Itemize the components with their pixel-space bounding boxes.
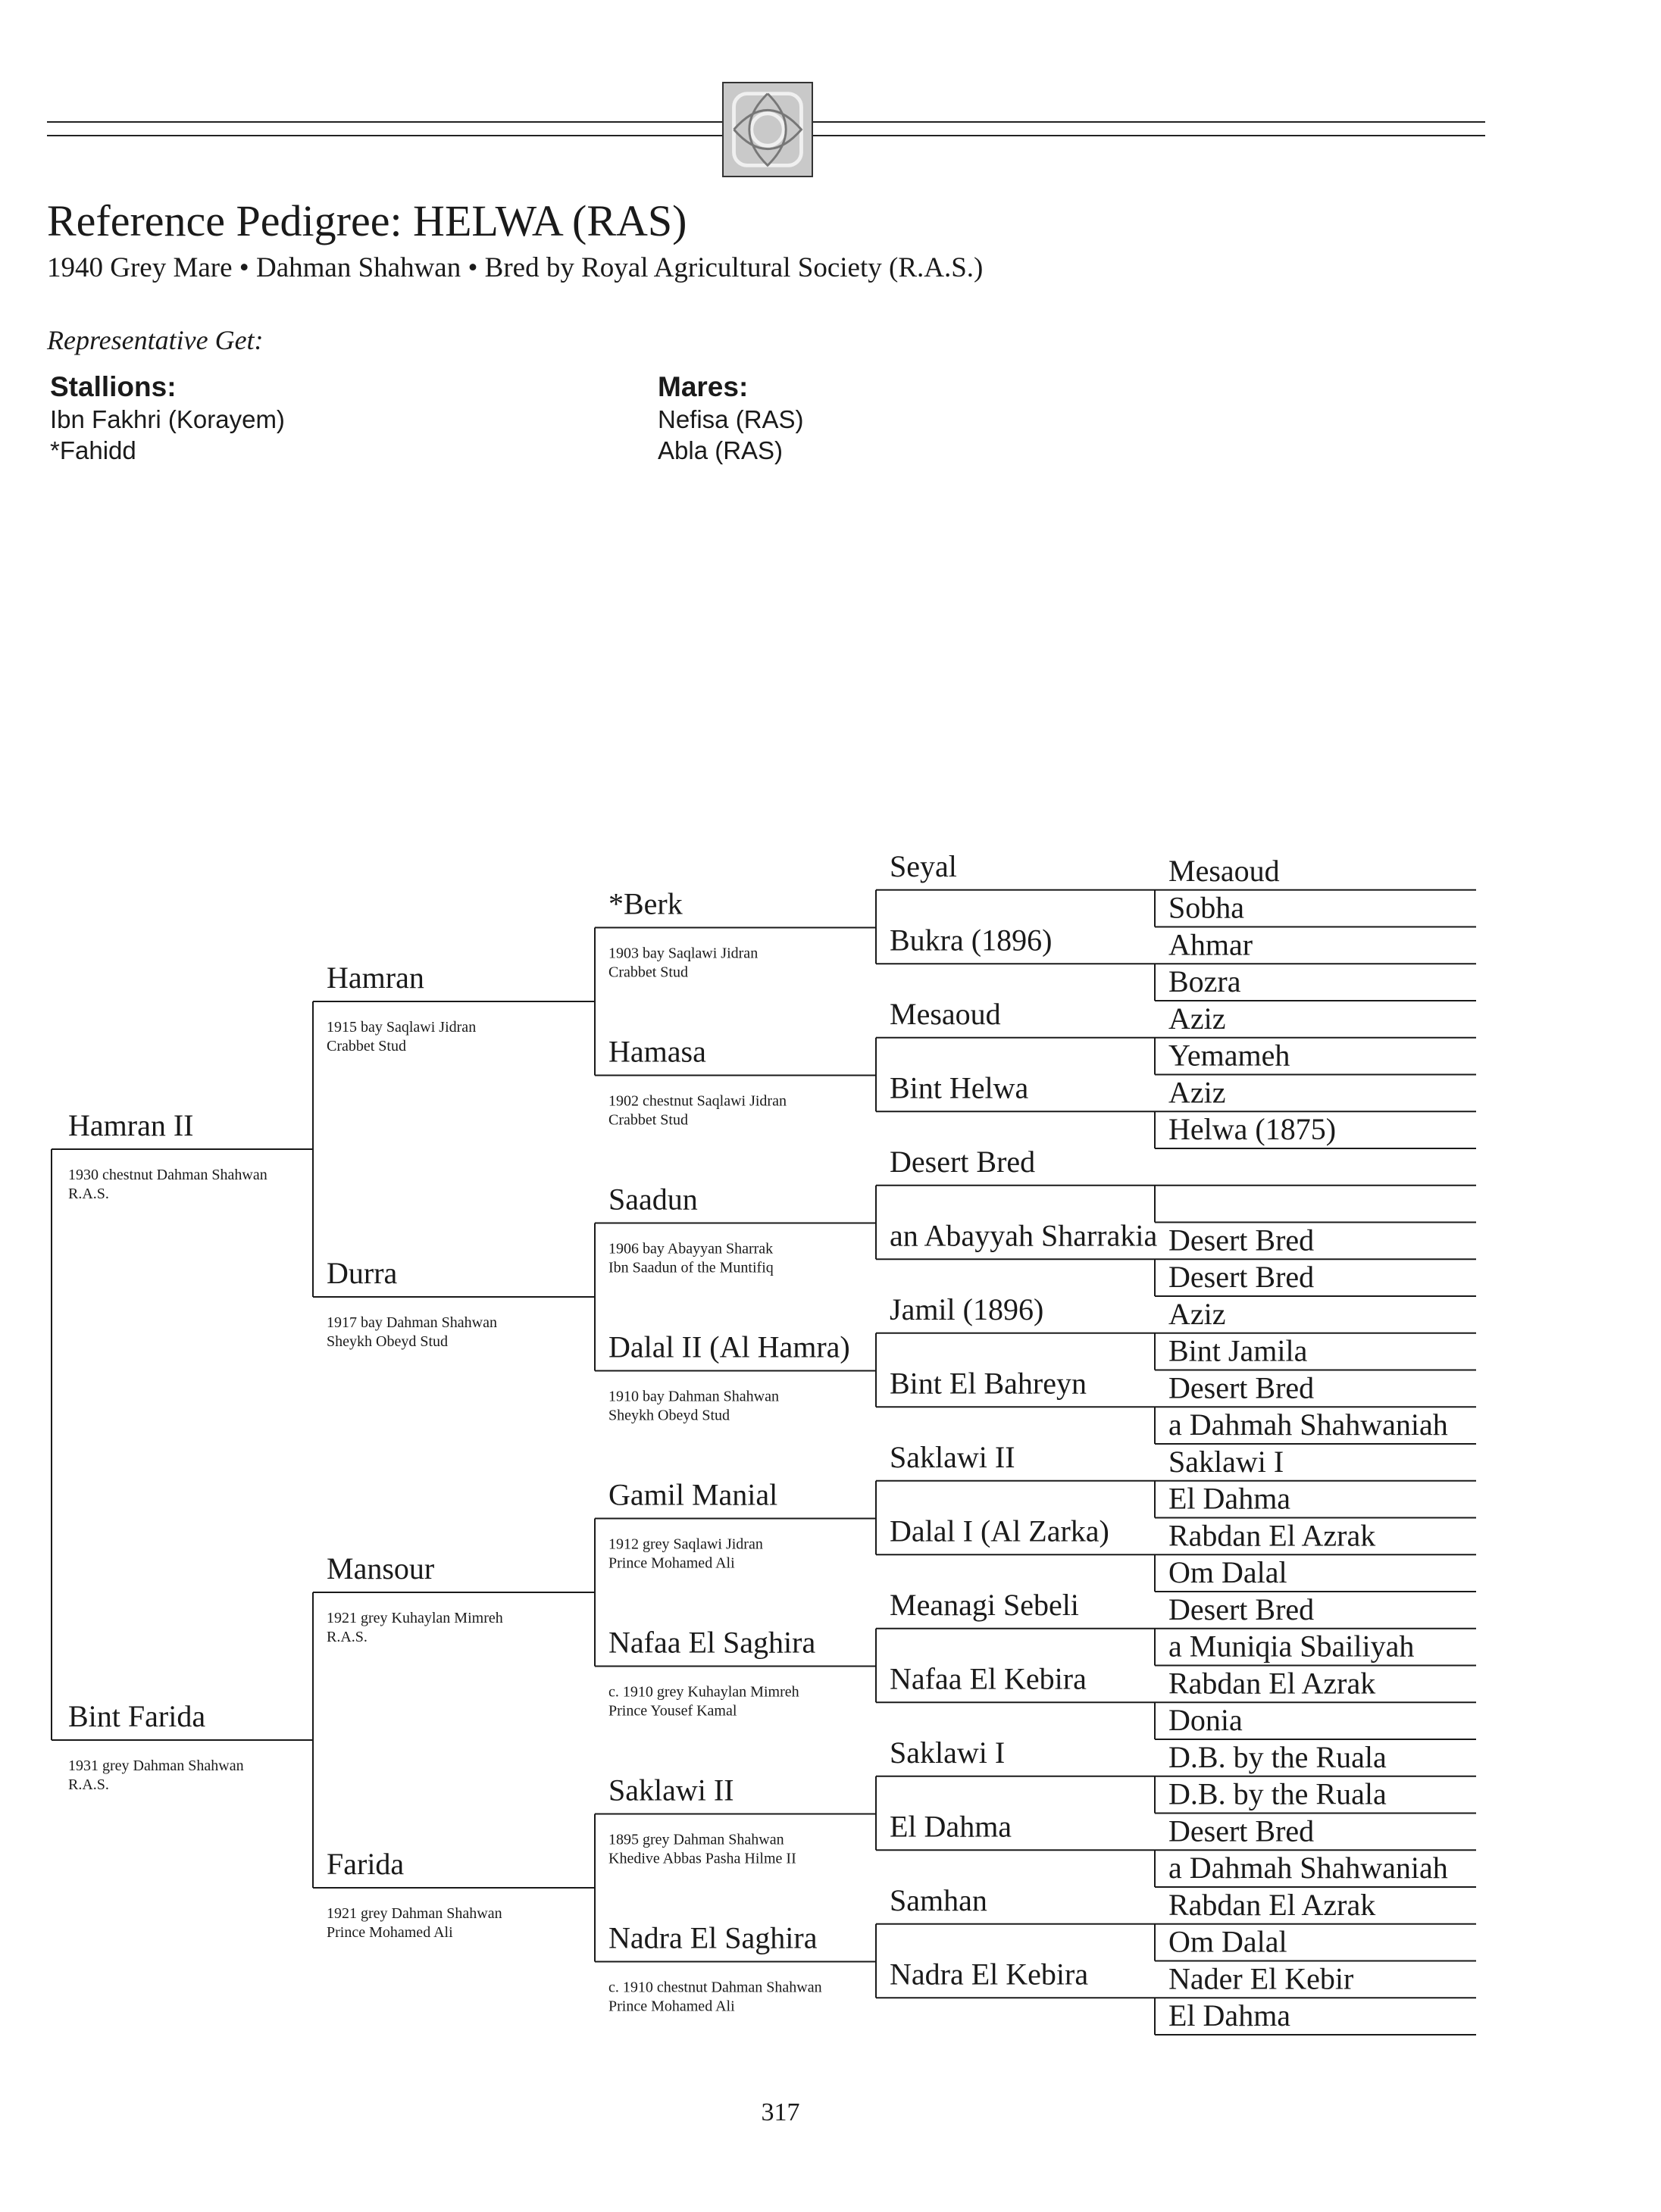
gen4-ancestor: Samhan bbox=[890, 1882, 987, 1917]
gen3-ancestor-breeder: Sheykh Obeyd Stud bbox=[608, 1407, 730, 1424]
gen5-ancestor: Saklawi I bbox=[1168, 1444, 1284, 1479]
gen5-ancestor: Mesaoud bbox=[1168, 853, 1280, 888]
gen3-ancestor-details: 1903 bay Saqlawi Jidran bbox=[608, 945, 759, 962]
gen2-ancestor-name: Farida bbox=[327, 1847, 405, 1881]
gen3-ancestor-name: Saadun bbox=[608, 1182, 698, 1217]
stallion-item: *Fahidd bbox=[50, 436, 136, 464]
gen5-ancestor: Rabdan El Azrak bbox=[1168, 1666, 1376, 1701]
gen4-ancestor: Dalal I (Al Zarka) bbox=[890, 1514, 1109, 1548]
gen3-ancestor-name: *Berk bbox=[608, 886, 683, 921]
gen5-ancestor: Ahmar bbox=[1168, 927, 1253, 962]
gen5-ancestor: Yemameh bbox=[1168, 1038, 1290, 1073]
gen5-ancestor: Sobha bbox=[1168, 890, 1244, 925]
gen5-ancestor: Donia bbox=[1168, 1703, 1243, 1737]
gen1-ancestor-details: 1931 grey Dahman Shahwan bbox=[68, 1757, 244, 1774]
gen5-ancestor: Bozra bbox=[1168, 964, 1241, 998]
gen4-ancestor: Meanagi Sebeli bbox=[890, 1587, 1079, 1622]
gen2-ancestor-details: 1921 grey Kuhaylan Mimreh bbox=[327, 1610, 503, 1626]
gen5-ancestor: a Muniqia Sbailiyah bbox=[1168, 1629, 1415, 1664]
gen5-ancestor: El Dahma bbox=[1168, 1481, 1291, 1516]
gen1-ancestor-name: Hamran II bbox=[68, 1108, 194, 1142]
gen5-ancestor: Desert Bred bbox=[1168, 1223, 1315, 1258]
gen5-ancestor: Rabdan El Azrak bbox=[1168, 1518, 1376, 1553]
gen3-ancestor-breeder: Crabbet Stud bbox=[608, 964, 688, 981]
gen3-ancestor-details: 1912 grey Saqlawi Jidran bbox=[608, 1536, 763, 1553]
gen2-ancestor-name: Hamran bbox=[327, 961, 424, 995]
gen3-ancestor-breeder: Crabbet Stud bbox=[608, 1111, 688, 1129]
page-subtitle: 1940 Grey Mare • Dahman Shahwan • Bred by Royal Agricultural Society (R.A.S.) bbox=[47, 252, 984, 283]
gen3-ancestor-details: 1902 chestnut Saqlawi Jidran bbox=[608, 1092, 787, 1110]
gen4-ancestor: Desert Bred bbox=[890, 1144, 1036, 1179]
gen3-ancestor-details: 1895 grey Dahman Shahwan bbox=[608, 1831, 784, 1848]
gen4-ancestor: an Abayyah Sharrakia bbox=[890, 1218, 1158, 1253]
gen3-ancestor-name: Hamasa bbox=[608, 1034, 706, 1069]
gen2-ancestor-breeder: Prince Mohamed Ali bbox=[327, 1924, 453, 1941]
gen5-ancestor: Rabdan El Azrak bbox=[1168, 1887, 1376, 1922]
gen3-ancestor-details: c. 1910 grey Kuhaylan Mimreh bbox=[608, 1683, 799, 1701]
gen3-ancestor-name: Nadra El Saghira bbox=[608, 1920, 818, 1955]
gen5-ancestor: Helwa (1875) bbox=[1168, 1112, 1337, 1146]
gen5-ancestor: Om Dalal bbox=[1168, 1555, 1287, 1589]
gen5-ancestor: D.B. by the Ruala bbox=[1168, 1739, 1387, 1774]
gen2-ancestor-details: 1917 bay Dahman Shahwan bbox=[327, 1314, 497, 1331]
gen1-ancestor-name: Bint Farida bbox=[68, 1699, 206, 1733]
gen1-ancestor-details: 1930 chestnut Dahman Shahwan bbox=[68, 1167, 267, 1183]
gen3-ancestor-details: 1910 bay Dahman Shahwan bbox=[608, 1388, 779, 1405]
gen4-ancestor: Bint Helwa bbox=[890, 1070, 1029, 1105]
gen4-ancestor: Bukra (1896) bbox=[890, 923, 1053, 958]
gen1-ancestor-breeder: R.A.S. bbox=[68, 1186, 109, 1202]
gen5-ancestor: Nader El Kebir bbox=[1168, 1961, 1354, 1996]
gen4-ancestor: Bint El Bahreyn bbox=[890, 1366, 1087, 1401]
gen4-ancestor: Saklawi I bbox=[890, 1735, 1006, 1770]
gen3-ancestor-name: Dalal II (Al Hamra) bbox=[608, 1329, 850, 1364]
gen3-ancestor-breeder: Prince Yousef Kamal bbox=[608, 1702, 737, 1720]
gen5-ancestor: Desert Bred bbox=[1168, 1592, 1315, 1626]
gen4-ancestor: Seyal bbox=[890, 848, 957, 883]
gen5-ancestor: Om Dalal bbox=[1168, 1924, 1287, 1959]
gen5-ancestor: El Dahma bbox=[1168, 1998, 1291, 2032]
representative-get-label: Representative Get: bbox=[47, 325, 264, 355]
gen3-ancestor-name: Saklawi II bbox=[608, 1773, 734, 1807]
gen5-ancestor: a Dahmah Shahwaniah bbox=[1168, 1851, 1448, 1885]
gen2-ancestor-breeder: Crabbet Stud bbox=[327, 1038, 406, 1054]
gen5-ancestor: Aziz bbox=[1168, 1001, 1226, 1036]
gen4-ancestor: Nafaa El Kebira bbox=[890, 1661, 1087, 1696]
gen5-ancestor: a Dahmah Shahwaniah bbox=[1168, 1407, 1448, 1442]
gen4-ancestor: El Dahma bbox=[890, 1809, 1012, 1844]
mare-item: Nefisa (RAS) bbox=[658, 405, 804, 433]
gen3-ancestor-name: Nafaa El Saghira bbox=[608, 1625, 816, 1660]
gen4-ancestor: Mesaoud bbox=[890, 996, 1001, 1031]
page-number: 317 bbox=[761, 2098, 800, 2126]
gen1-ancestor-breeder: R.A.S. bbox=[68, 1776, 109, 1793]
gen4-ancestor: Saklawi II bbox=[890, 1439, 1015, 1474]
gen4-ancestor: Nadra El Kebira bbox=[890, 1957, 1089, 1992]
gen5-ancestor: Desert Bred bbox=[1168, 1370, 1315, 1405]
stallions-heading: Stallions: bbox=[50, 371, 177, 402]
gen5-ancestor: Bint Jamila bbox=[1168, 1333, 1308, 1368]
gen3-ancestor-breeder: Prince Mohamed Ali bbox=[608, 1554, 735, 1572]
gen2-ancestor-breeder: Sheykh Obeyd Stud bbox=[327, 1333, 448, 1350]
gen3-ancestor-details: 1906 bay Abayyan Sharrak bbox=[608, 1240, 774, 1258]
gen4-ancestor: Jamil (1896) bbox=[890, 1292, 1044, 1326]
gen2-ancestor-details: 1915 bay Saqlawi Jidran bbox=[327, 1019, 477, 1036]
gen5-ancestor: Aziz bbox=[1168, 1075, 1226, 1110]
gen2-ancestor-name: Mansour bbox=[327, 1551, 435, 1586]
gen3-ancestor-breeder: Prince Mohamed Ali bbox=[608, 1998, 735, 2015]
gen3-ancestor-details: c. 1910 chestnut Dahman Shahwan bbox=[608, 1979, 822, 1996]
gen3-ancestor-breeder: Khedive Abbas Pasha Hilme II bbox=[608, 1850, 796, 1867]
gen5-ancestor: Desert Bred bbox=[1168, 1814, 1315, 1848]
gen2-ancestor-name: Durra bbox=[327, 1256, 398, 1290]
gen3-ancestor-name: Gamil Manial bbox=[608, 1477, 778, 1512]
gen5-ancestor: Aziz bbox=[1168, 1296, 1226, 1331]
gen3-ancestor-breeder: Ibn Saadun of the Muntifiq bbox=[608, 1259, 774, 1276]
mare-item: Abla (RAS) bbox=[658, 436, 784, 464]
gen5-ancestor: D.B. by the Ruala bbox=[1168, 1776, 1387, 1811]
mares-heading: Mares: bbox=[658, 371, 749, 402]
gen2-ancestor-breeder: R.A.S. bbox=[327, 1629, 368, 1645]
gen5-ancestor: Desert Bred bbox=[1168, 1260, 1315, 1294]
page-title: Reference Pedigree: HELWA (RAS) bbox=[47, 196, 687, 245]
gen2-ancestor-details: 1921 grey Dahman Shahwan bbox=[327, 1905, 502, 1922]
stallion-item: Ibn Fakhri (Korayem) bbox=[50, 405, 285, 433]
